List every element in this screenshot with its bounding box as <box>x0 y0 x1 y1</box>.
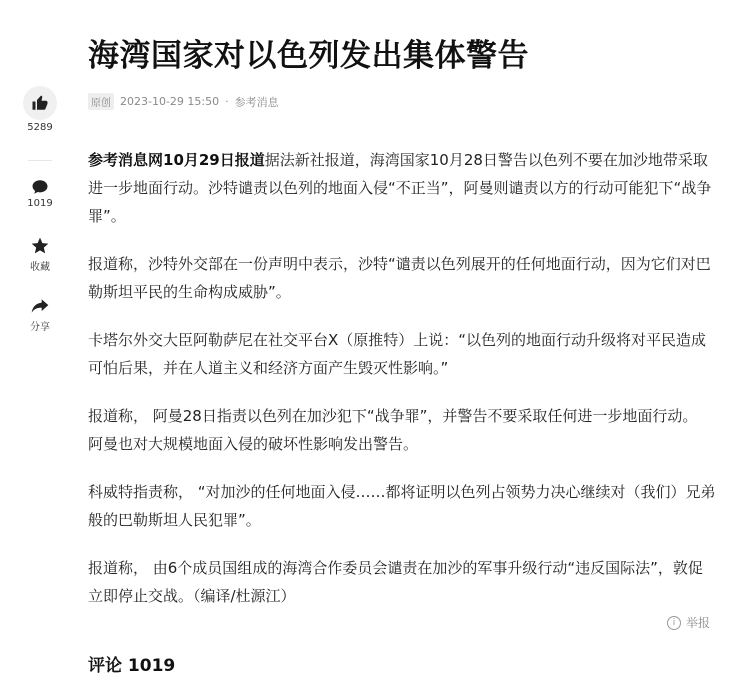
comments-heading <box>88 651 175 676</box>
info-icon: i <box>667 616 681 630</box>
article-body <box>88 146 716 630</box>
comment-button[interactable] <box>20 178 60 209</box>
share-button[interactable] <box>20 296 60 333</box>
original-badge: 原创 <box>88 93 114 110</box>
paragraph: 报道称， 由6个成员国组成的海湾合作委员会谴责在加沙的军事升级行动“违反国际法”，敦促立即停止交战。（编译/杜源江） <box>88 559 703 605</box>
lead-dateline: 参考消息网10月29日报道 <box>88 151 265 169</box>
report-button[interactable] <box>667 614 710 631</box>
thumbs-up-icon <box>31 94 49 112</box>
paragraph-text: 据法新社报道，海湾国家10月28日警告以色列不要在加沙地带采取进一步地面行动。沙特谴责以色列的地面入侵“不正当”，阿曼则谴责以方的行动可能犯下“战争罪”。 <box>88 151 712 225</box>
like-button[interactable] <box>20 86 60 133</box>
like-circle <box>23 86 57 120</box>
meta-separator: · <box>225 95 229 108</box>
paragraph <box>88 146 716 230</box>
article-title: 海湾国家对以色列发出集体警告 <box>88 38 529 74</box>
publish-date: 2023-10-29 15:50 <box>120 95 220 108</box>
rail-divider <box>28 160 52 161</box>
like-count: 5289 <box>27 122 53 133</box>
article-meta <box>88 93 279 110</box>
comments-title: 评论 <box>88 656 122 676</box>
share-label: 分享 <box>30 322 50 333</box>
favorite-label: 收藏 <box>30 262 50 273</box>
source-link[interactable]: 参考消息 <box>234 95 279 109</box>
comment-count: 1019 <box>27 198 53 209</box>
paragraph: 卡塔尔外交大臣阿勒萨尼在社交平台X（原推特）上说：“以色列的地面行动升级将对平民造成可怕后果，并在人道主义和经济方面产生毁灭性影响。” <box>88 331 707 377</box>
paragraph: 科威特指责称， “对加沙的任何地面入侵……都将证明以色列占领势力决心继续对（我们）兄弟般的巴勒斯坦人民犯罪”。 <box>88 483 716 529</box>
favorite-button[interactable] <box>20 236 60 273</box>
share-icon <box>30 296 50 316</box>
star-icon <box>30 236 50 256</box>
paragraph: 报道称， 阿曼28日指责以色列在加沙犯下“战争罪”，并警告不要采取任何进一步地面行动。 阿曼也对大规模地面入侵的破坏性影响发出警告。 <box>88 407 698 453</box>
comments-count: 1019 <box>127 656 176 676</box>
paragraph: 报道称，沙特外交部在一份声明中表示，沙特“谴责以色列展开的任何地面行动，因为它们对巴勒斯坦平民的生命构成威胁”。 <box>88 255 711 301</box>
report-label: 举报 <box>685 616 710 630</box>
comment-icon <box>31 178 49 196</box>
